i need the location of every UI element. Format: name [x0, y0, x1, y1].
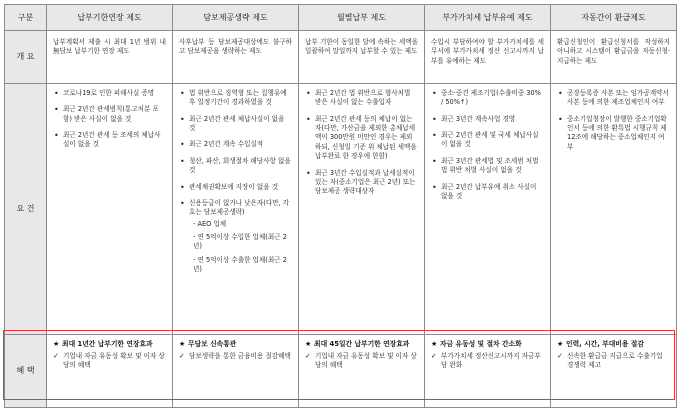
benefit-cell — [425, 335, 551, 408]
list-item: • 최근 2년간 관세 등의 체납이 없는 자(다만, 가산금을 제외한 총체납세액이 300만원 미만인 경우는 제외하되, 신청일 기준 위 체납된 세액을 납부완료 한 경우에 한함) — [305, 115, 418, 162]
list-item: • 최근 3년간 수입실적과 납세실적이 있는 자(중소기업은 최근 2년) 또는 담보제공 생략대상자 — [305, 169, 418, 197]
requirements-row — [5, 84, 677, 335]
overview-text: 납부 기한이 동일한 달에 속하는 세액을 일괄하여 말일까지 납부할 수 있는 제도 — [305, 38, 418, 56]
benefit-title — [431, 340, 544, 350]
list-item: • 최근 2년간 관세 등 조세의 체납사실이 없을 것 — [53, 131, 166, 150]
benefit-title-text: 무담보 신속통관 — [188, 340, 237, 348]
overview-cell — [551, 31, 677, 84]
sub-list-item: - 연 5억이상 수입한 업체(최근 2년) — [193, 232, 287, 251]
header-monthly-payment: 월별납부 제도 — [299, 5, 425, 31]
benefit-title-text: 최대 45일간 납부기한 연장효과 — [314, 340, 410, 348]
check-icon: ✓ — [305, 351, 311, 360]
list-item: • 최근 3년간 계속사업 경영 — [431, 115, 544, 124]
list-item: • 최근 3년간 관세법 및 조세범 처벌법 위반 처벌 사실이 없을 것 — [431, 157, 544, 176]
benefit-title-text: 최대 1년간 납부기한 연장효과 — [62, 340, 153, 348]
header-row — [5, 5, 677, 31]
star-icon: ★ — [179, 340, 186, 348]
list-item: • 관세채권확보에 지장이 없을 것 — [179, 183, 292, 192]
star-icon: ★ — [305, 340, 312, 348]
benefit-title-text: 자금 유동성 및 절차 간소화 — [440, 340, 522, 348]
benefit-detail-text: 담보생략을 통한 금융비용 절감혜택 — [189, 351, 291, 360]
list-item: • 중소·중견 제조기업(수출비중 30% / 50%↑) — [431, 89, 544, 108]
header-payment-deadline-extension: 납부기한연장 제도 — [47, 5, 173, 31]
list-item: • 청산, 파산, 회생절차 해당사항 없을 것 — [179, 157, 292, 176]
requirements-cell — [173, 84, 299, 335]
requirements-cell — [299, 84, 425, 335]
overview-text: 납부계획서 제출 시 최대 1년 범위 내 無담보 납부기한 연장 제도 — [53, 38, 166, 56]
star-icon: ★ — [557, 340, 564, 348]
header-vat-deferral: 부가가치세 납부유예 제도 — [425, 5, 551, 31]
list-item: • 최근 2년간 관세 체납사실이 없을 것 — [179, 115, 292, 134]
benefit-detail — [557, 352, 670, 371]
row-label-overview: 개 요 — [5, 31, 47, 84]
list-item: • 중소기업청장이 발행한 중소기업확인서 등에 의한 환특법 시행규칙 제12조에 해당하는 중소업체인지 여부 — [557, 115, 670, 152]
benefit-detail-text: 기업내 자금 유동성 확보 및 이자 상당의 혜택 — [63, 351, 165, 370]
row-label-benefits: 혜 택 — [5, 335, 47, 408]
requirements-cell — [551, 84, 677, 335]
star-icon: ★ — [431, 340, 438, 348]
list-item — [179, 199, 292, 275]
header-auto-refund: 자동간이 환급제도 — [551, 5, 677, 31]
star-icon: ★ — [53, 340, 60, 348]
list-item: • 최근 2년간 관세 및 국세 체납사실이 없을 것 — [431, 131, 544, 150]
benefit-title-text: 인력, 시간, 부대비용 절감 — [566, 340, 644, 348]
benefit-detail-text: 기업내 자금 유동성 확보 및 이자 상당의 혜택 — [315, 351, 417, 370]
overview-cell — [173, 31, 299, 84]
requirements-list — [431, 89, 544, 201]
overview-cell — [425, 31, 551, 84]
benefit-detail — [53, 352, 166, 371]
benefit-detail — [179, 352, 292, 361]
benefit-detail-text: 부가가치세 정산신고시까지 자금부담 완화 — [441, 351, 541, 370]
benefit-detail-text: 신속한 환급금 지급으로 수출기업 경쟁력 제고 — [567, 351, 663, 370]
customs-program-comparison-table — [4, 4, 677, 408]
requirements-cell — [425, 84, 551, 335]
benefit-title — [53, 340, 166, 350]
header-category: 구분 — [5, 5, 47, 31]
benefit-cell — [173, 335, 299, 408]
comparison-table-wrapper — [4, 4, 676, 408]
check-icon: ✓ — [53, 351, 59, 360]
requirements-cell — [47, 84, 173, 335]
benefit-cell — [47, 335, 173, 408]
requirements-list — [179, 89, 292, 274]
benefit-cell — [551, 335, 677, 408]
header-collateral-waiver: 담보제공생략 제도 — [173, 5, 299, 31]
benefit-detail — [431, 352, 544, 371]
requirements-list — [557, 89, 670, 152]
check-icon: ✓ — [179, 351, 185, 360]
benefit-title — [305, 340, 418, 350]
overview-cell — [47, 31, 173, 84]
requirements-list — [53, 89, 166, 150]
overview-text: 수입시 부담하여야 할 부가가치세를 세무서에 부가가치세 정산 신고시까지 납부를 유예하는 제도 — [431, 38, 544, 65]
benefit-cell — [299, 335, 425, 408]
list-item: • 법 위반으로 징역형 또는 집행유예 후 일정기간이 경과하였을 것 — [179, 89, 292, 108]
list-item: • 최근 2년간 관세범칙(통고처분 포함) 받은 사실이 없을 것 — [53, 105, 166, 124]
sub-list-item: - AEO 업체 — [193, 219, 227, 228]
list-item-text: 신용등급이 없거나 낮은자(다만, 각호는 담보제공생략) — [189, 198, 290, 217]
benefit-title — [557, 340, 670, 350]
check-icon: ✓ — [431, 351, 437, 360]
check-icon: ✓ — [557, 351, 563, 360]
benefit-title — [179, 340, 292, 350]
list-item: • 코로나19로 인한 피해사실 증명 — [53, 89, 166, 98]
sub-list-item: - 연 5억이상 수출한 업체(최근 2년) — [193, 255, 287, 274]
list-item: • 최근 2년간 납부유예 취소 사실이 없을 것 — [431, 183, 544, 202]
benefits-row — [5, 335, 677, 408]
overview-cell — [299, 31, 425, 84]
requirements-list — [305, 89, 418, 197]
overview-text: 환급신청인이 환급신청서를 작성하지 아니하고 시스템이 환급금을 자동신청·지급하는 제도 — [557, 38, 670, 65]
list-item: • 공장등록증 사본 또는 임가공계약서 사본 등에 의한 제조업체인지 여부 — [557, 89, 670, 108]
overview-text: 사후납부 등 담보제공대상에도 불구하고 담보제공을 생략하는 제도 — [179, 38, 292, 56]
list-item: • 최근 2년간 계속 수입실적 — [179, 140, 292, 149]
overview-row — [5, 31, 677, 84]
list-item: • 최근 2년간 법 위반으로 형사처벌 받은 사실이 없는 수출입자 — [305, 89, 418, 108]
benefit-detail — [305, 352, 418, 371]
row-label-requirements: 요 건 — [5, 84, 47, 335]
sub-list — [189, 220, 292, 275]
